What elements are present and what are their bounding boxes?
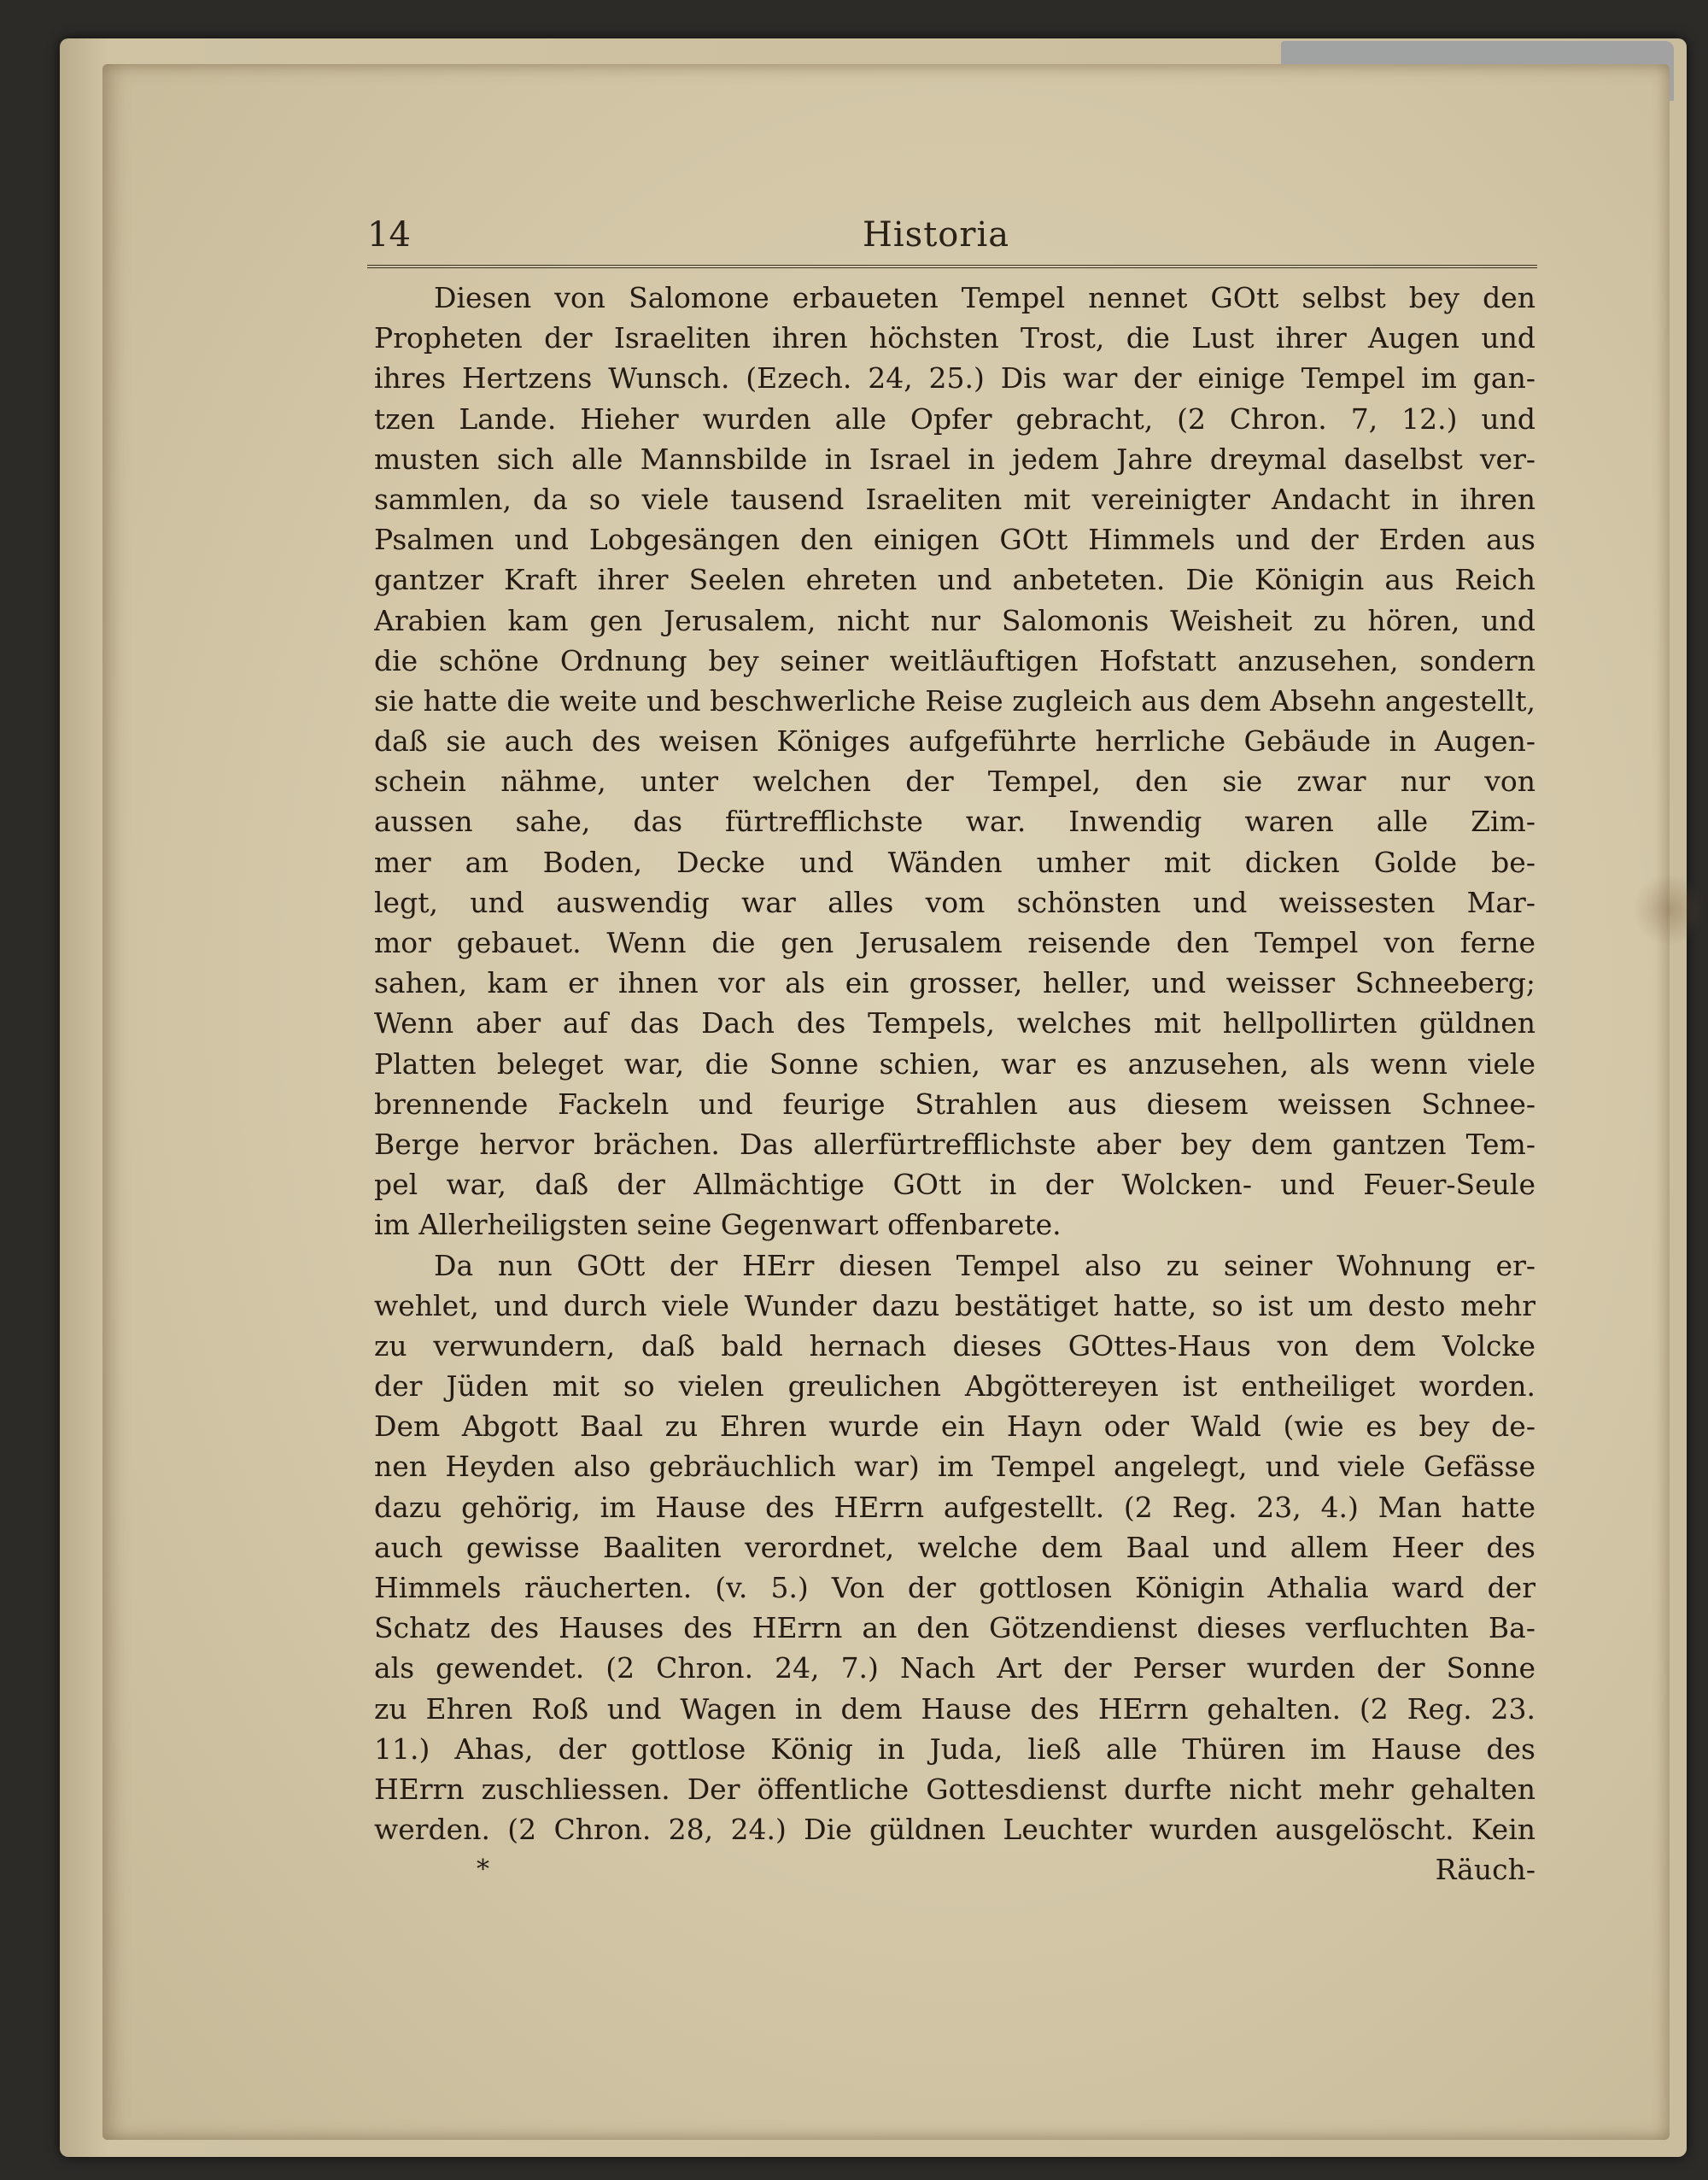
text-line: zu Ehren Roß und Wagen in dem Hause des HErrn gehalten. (2 Reg. 23. (374, 1691, 1535, 1726)
text-line: die schöne Ordnung bey seiner weitläuftigen Hofstatt anzusehen, sondern (374, 643, 1535, 677)
text-line: musten sich alle Mannsbilde in Israel in jedem Jahre dreymal daselbst ver- (374, 442, 1535, 476)
text-line: nen Heyden also gebräuchlich war) im Tempel angelegt, und viele Gefässe (374, 1450, 1535, 1484)
catchword: Räuch- (1435, 1853, 1535, 1887)
text-line: tzen Lande. Hieher wurden alle Opfer gebracht, (2 Chron. 7, 12.) und (374, 401, 1535, 436)
text-line: ihres Hertzens Wunsch. (Ezech. 24, 25.) Dis war der einige Tempel im gan- (374, 361, 1535, 396)
signature-mark: * (477, 1855, 489, 1885)
text-line: daß sie auch des weisen Königes aufgeführte herrliche Gebäude in Augen- (374, 724, 1535, 759)
text-line: Himmels räucherten. (v. 5.) Von der gottlosen Königin Athalia ward der (374, 1571, 1535, 1604)
text-line: mer am Boden, Decke und Wänden umher mit dicken Golde be- (374, 845, 1535, 879)
page-header (367, 215, 1537, 267)
text-line: schein nähme, unter welchen der Tempel, den sie zwar nur von (374, 765, 1535, 799)
text-line: mor gebauet. Wenn die gen Jerusalem reisende den Tempel von ferne (374, 926, 1535, 959)
text-line: auch gewisse Baaliten verordnet, welche dem Baal und allem Heer des (374, 1530, 1535, 1564)
text-line: Diesen von Salomone erbaueten Tempel nennet GOtt selbst bey den (434, 281, 1535, 314)
text-line: Dem Abgott Baal zu Ehren wurde ein Hayn oder Wald (wie es bey de- (374, 1409, 1535, 1444)
text-line: Berge hervor brächen. Das allerfürtrefflichste aber bey dem gantzen Tem- (374, 1127, 1535, 1161)
text-line: im Allerheiligsten seine Gegenwart offenbarete. (374, 1208, 1062, 1242)
text-line: Platten beleget war, die Sonne schien, war es anzusehen, als wenn viele (374, 1046, 1535, 1081)
text-line: zu verwundern, daß bald hernach dieses GOttes-Haus von dem Volcke (374, 1328, 1535, 1362)
text-line: sammlen, da so viele tausend Israeliten mit vereinigter Andacht in ihren (374, 482, 1535, 516)
text-line: werden. (2 Chron. 28, 24.) Die güldnen Leuchter wurden ausgelöscht. Kein (374, 1813, 1535, 1847)
text-line: aussen sahe, das fürtrefflichste war. Inwendig waren alle Zim- (374, 805, 1535, 839)
text-line: als gewendet. (2 Chron. 24, 7.) Nach Art der Perser wurden der Sonne (374, 1651, 1535, 1685)
body-text (374, 278, 1535, 1890)
text-line: HErrn zuschliessen. Der öffentliche Gottesdienst durfte nicht mehr gehalten (374, 1772, 1535, 1806)
text-line: brennende Fackeln und feurige Strahlen aus diesem weissen Schnee- (374, 1087, 1535, 1121)
text-line: wehlet, und durch viele Wunder dazu bestätiget hatte, so ist um desto mehr (374, 1288, 1535, 1322)
text-line: gantzer Kraft ihrer Seelen ehreten und anbeteten. Die Königin aus Reich (374, 563, 1535, 597)
text-line: Wenn aber auf das Dach des Tempels, welches mit hellpollirten güldnen (374, 1006, 1535, 1040)
text-line: legt, und auswendig war alles vom schönsten und weissesten Mar- (374, 885, 1535, 919)
text-line: 11.) Ahas, der gottlose König in Juda, ließ alle Thüren im Hause des (374, 1732, 1535, 1766)
text-line: Da nun GOtt der HErr diesen Tempel also zu seiner Wohnung er- (434, 1248, 1535, 1282)
paper-stain (1631, 876, 1708, 944)
text-line: Psalmen und Lobgesängen den einigen GOtt Himmels und der Erden aus (374, 523, 1535, 557)
text-line: der Jüden mit so vielen greulichen Abgöttereyen ist entheiliget worden. (374, 1369, 1535, 1404)
text-line: dazu gehörig, im Hause des HErrn aufgestellt. (2 Reg. 23, 4.) Man hatte (374, 1490, 1535, 1524)
text-line: Schatz des Hauses des HErrn an den Götzendienst dieses verfluchten Ba- (374, 1611, 1535, 1645)
running-title: Historia (863, 215, 1010, 255)
text-line: Propheten der Israeliten ihren höchsten Trost, die Lust ihrer Augen und (374, 321, 1535, 355)
header-rule (367, 265, 1537, 268)
page-number: 14 (367, 215, 411, 255)
text-line: Arabien kam gen Jerusalem, nicht nur Salomonis Weisheit zu hören, und (374, 603, 1535, 637)
text-line: sahen, kam er ihnen vor als ein grosser, heller, und weisser Schneeberg; (374, 966, 1535, 1000)
text-line: pel war, daß der Allmächtige GOtt in der Wolcken- und Feuer-Seule (374, 1168, 1535, 1202)
page-footer (374, 1849, 1535, 1890)
text-line: sie hatte die weite und beschwerliche Reise zugleich aus dem Absehn angestellt, (374, 683, 1535, 718)
